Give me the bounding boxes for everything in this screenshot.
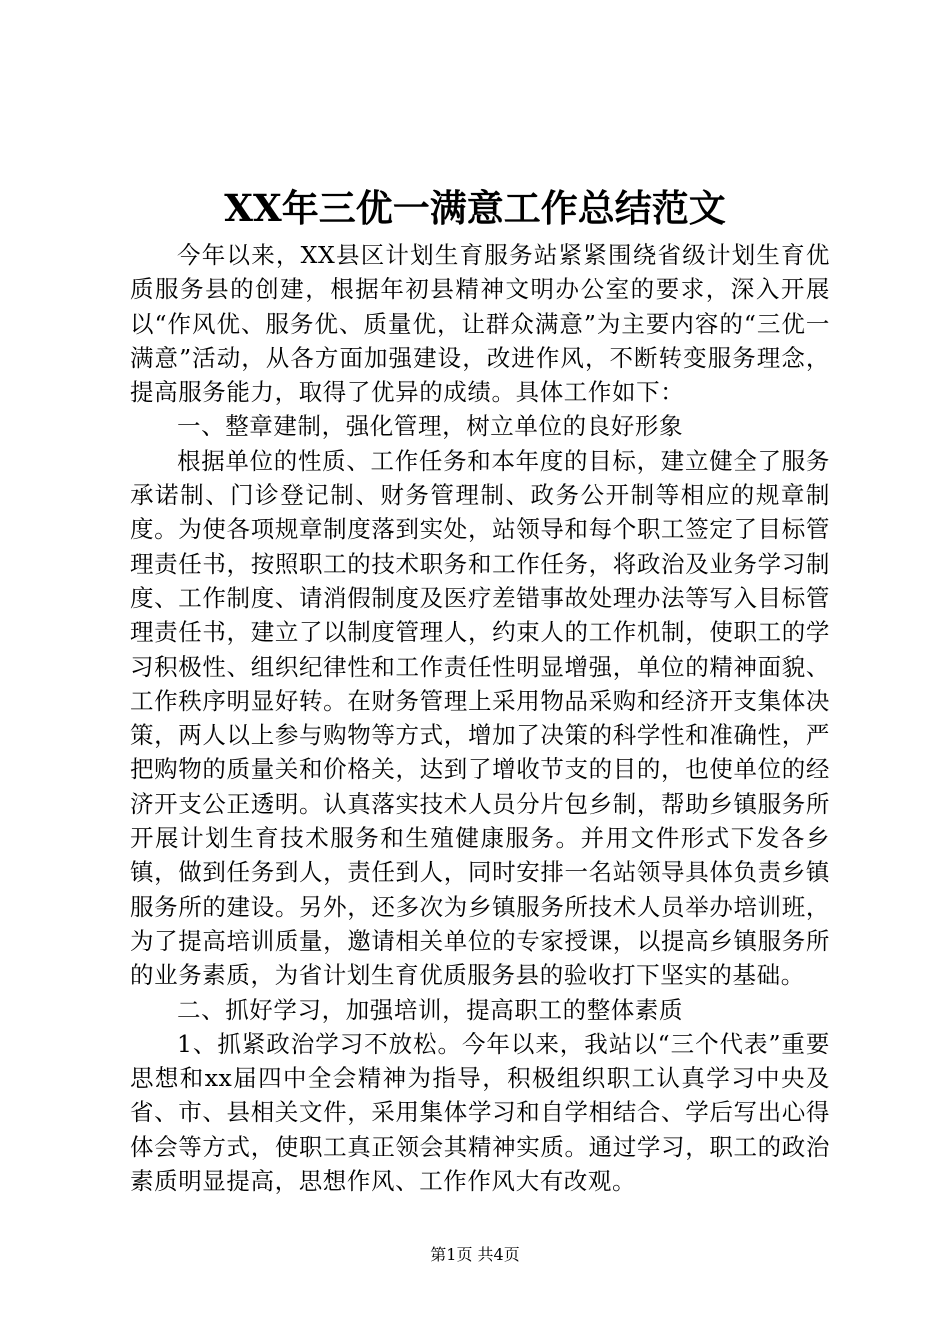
intro-paragraph: 今年以来，XX县区计划生育服务站紧紧围绕省级计划生育优质服务县的创建，根据年初县精神文明办公室的要求，深入开展以“作风优、服务优、质量优，让群众满意”为主要内容的“三优一满意”活动，从各方面加强建设，改进作风，不断转变服务理念，提高服务能力，取得了优异的成绩。具体工作如下： — [130, 241, 830, 407]
document-title: XX年三优一满意工作总结范文 — [224, 186, 726, 230]
section-heading-2: 二、抓好学习，加强培训，提高职工的整体素质 — [177, 995, 684, 1024]
section-heading-1: 一、整章建制，强化管理，树立单位的良好形象 — [177, 412, 684, 441]
section-2-paragraph-1: 1、抓紧政治学习不放松。今年以来，我站以“三个代表”重要思想和xx届四中全会精神为指导，积极组织职工认真学习中央及省、市、县相关文件，采用集体学习和自学相结合、学后写出心得体会等方式，使职工真正领会其精神实质。通过学习，职工的政治素质明显提高，思想作风、工作作风大有改观。 — [130, 1029, 830, 1196]
document-body — [130, 238, 830, 1198]
page-number-footer: 第1页 共4页 — [430, 1245, 520, 1264]
section-1-paragraph: 根据单位的性质、工作任务和本年度的目标，建立健全了服务承诺制、门诊登记制、财务管理制、政务公开制等相应的规章制度。为使各项规章制度落到实处，站领导和每个职工签定了目标管理责任书，按照职工的技术职务和工作任务，将政治及业务学习制度、工作制度、请消假制度及医疗差错事故处理办法等写入目标管理责任书，建立了以制度管理人，约束人的工作机制，使职工的学习积极性、组织纪律性和工作责任性明显增强，单位的精神面貌、工作秩序明显好转。在财务管理上采用物品采购和经济开支集体决策，两人以上参与购物等方式，增加了决策的科学性和准确性，严把购物的质量关和价格关，达到了增收节支的目的，也使单位的经济开支公正透明。认真落实技术人员分片包乡制，帮助乡镇服务所开展计划生育技术服务和生殖健康服务。并用文件形式下发各乡镇，做到任务到人，责任到人，同时安排一名站领导具体负责乡镇服务所的建设。另外，还多次为乡镇服务所技术人员举办培训班，为了提高培训质量，邀请相关单位的专家授课，以提高乡镇服务所的业务素质，为省计划生育优质服务县的验收打下坚实的基础。 — [130, 446, 830, 990]
